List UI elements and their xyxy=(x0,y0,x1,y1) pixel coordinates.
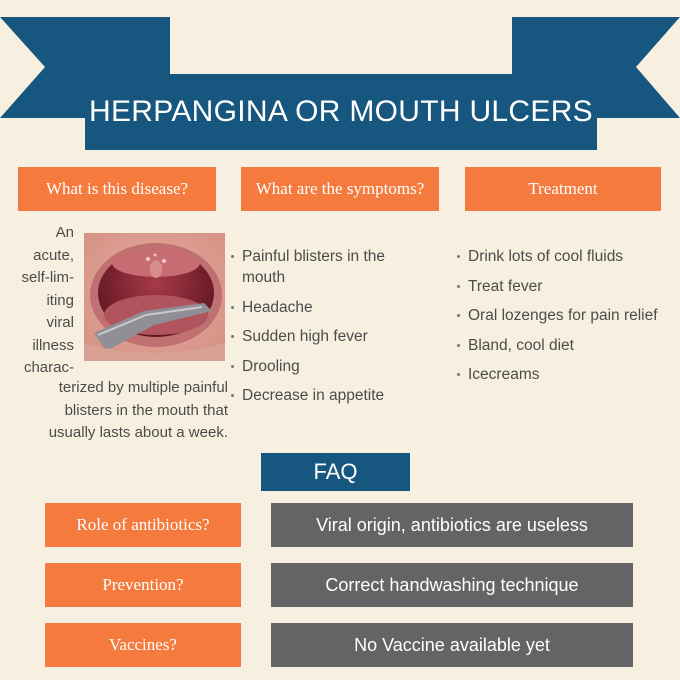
mouth-photo xyxy=(84,233,225,361)
list-item: Painful blisters in the mouth xyxy=(230,246,445,288)
list-item: Treat fever xyxy=(456,276,680,297)
desc-line: self-lim- xyxy=(21,269,74,286)
list-item: Oral lozenges for pain relief xyxy=(456,305,680,326)
faq-question-vaccines: Vaccines? xyxy=(45,623,241,667)
list-item: Bland, cool diet xyxy=(456,335,680,356)
desc-line: iting xyxy=(46,291,74,309)
list-item: Drooling xyxy=(230,356,445,377)
list-item: Sudden high fever xyxy=(230,326,445,347)
desc-line: acute, xyxy=(33,246,74,264)
faq-answer-antibiotics: Viral origin, antibiotics are useless xyxy=(271,503,633,547)
desc-line: blisters in the mouth that xyxy=(64,401,228,419)
list-item: Drink lots of cool fluids xyxy=(456,246,680,267)
desc-line: viral xyxy=(46,314,74,331)
desc-line: usually lasts about a week. xyxy=(48,424,228,441)
desc-line: terized by multiple painful xyxy=(58,379,228,396)
desc-line: charac- xyxy=(23,359,74,376)
faq-question-prevention: Prevention? xyxy=(45,563,241,607)
symptoms-header: What are the symptoms? xyxy=(241,167,439,211)
desc-line: An xyxy=(55,224,74,241)
list-item: Decrease in appetite xyxy=(230,385,445,406)
desc-line: illness xyxy=(32,336,74,354)
symptoms-list xyxy=(230,246,445,415)
disease-description-below xyxy=(10,377,228,445)
faq-answer-prevention: Correct handwashing technique xyxy=(271,563,633,607)
disease-description-beside xyxy=(4,222,74,380)
list-item: Headache xyxy=(230,297,445,318)
faq-header: FAQ xyxy=(261,453,410,491)
treatment-header: Treatment xyxy=(465,167,661,211)
faq-answer-vaccines: No Vaccine available yet xyxy=(271,623,633,667)
list-item: Icecreams xyxy=(456,364,680,385)
treatment-list xyxy=(456,246,680,394)
disease-header: What is this disease? xyxy=(18,167,216,211)
page-title: HERPANGINA OR MOUTH ULCERS xyxy=(89,95,593,128)
faq-question-antibiotics: Role of antibiotics? xyxy=(45,503,241,547)
